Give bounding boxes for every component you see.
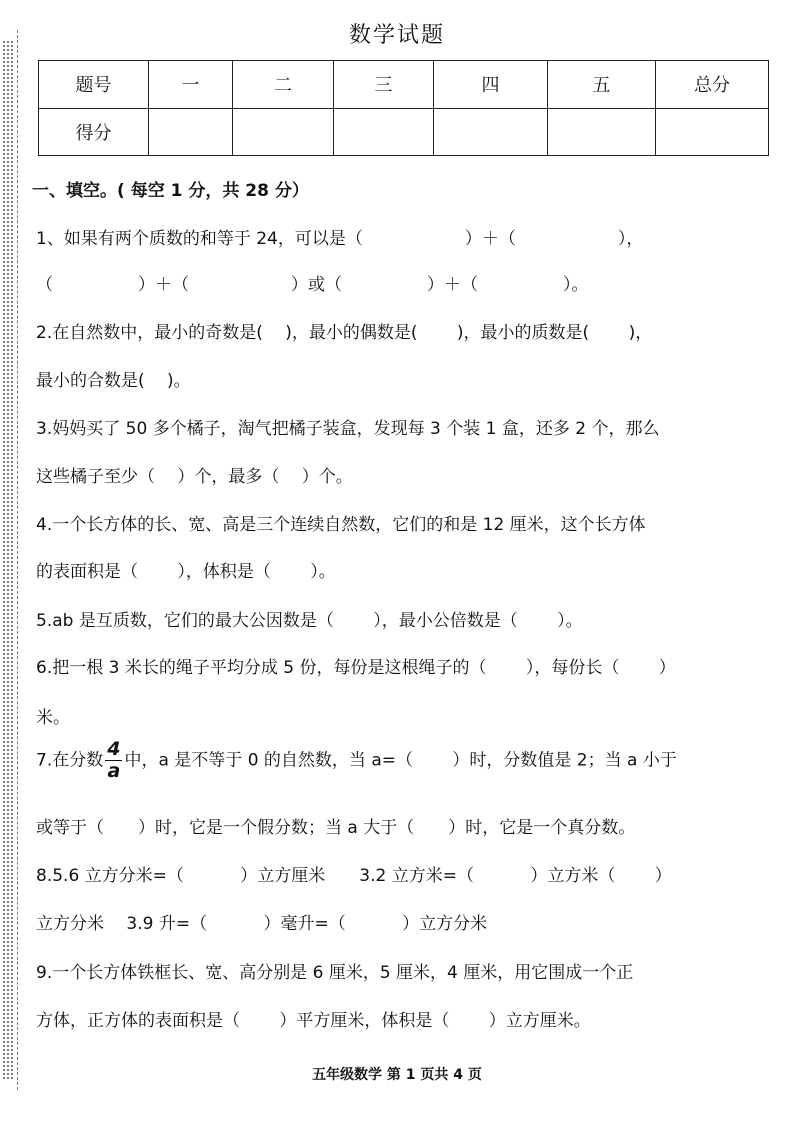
header-cell: 二 (233, 61, 334, 109)
question-line: 6.把一根 3 米长的绳子平均分成 5 份，每份是这根绳子的（ ），每份长（ ） (36, 658, 676, 678)
question-line: 方体，正方体的表面积是（ ）平方厘米，体积是（ ）立方厘米。 (36, 1011, 591, 1031)
header-cell: 一 (149, 61, 233, 109)
row-label: 得分 (39, 108, 149, 156)
score-table (38, 60, 769, 156)
question-line: （ ）＋（ ）或（ ）＋（ ）。 (36, 275, 589, 295)
header-cell: 三 (334, 61, 434, 109)
header-cell: 五 (548, 61, 656, 109)
question-line: 3.妈妈买了 50 多个橘子，淘气把橘子装盒，发现每 3 个装 1 盒，还多 2 个，那么 (36, 419, 660, 439)
question-line: 米。 (36, 708, 70, 728)
score-cell[interactable] (233, 108, 334, 156)
header-cell: 总分 (656, 61, 769, 109)
binding-dotted-margin (2, 40, 14, 1080)
fraction (105, 740, 122, 781)
page-title: 数学试题 (348, 23, 445, 48)
score-cell[interactable] (656, 108, 769, 156)
question-line: 2.在自然数中，最小的奇数是( )，最小的偶数是( )，最小的质数是( )， (36, 323, 653, 343)
score-table-header-row (39, 61, 769, 109)
binding-cut-line (17, 30, 18, 1090)
question-line: 立方分米 3.9 升=（ ）毫升=（ ）立方分米 (36, 914, 488, 934)
score-cell[interactable] (334, 108, 434, 156)
section-heading: 一、填空。( 每空 1 分，共 28 分） (32, 181, 309, 201)
question-line-fraction (36, 740, 776, 781)
fraction-numerator: 4 (107, 738, 121, 760)
question-line: 9.一个长方体铁框长、宽、高分别是 6 厘米，5 厘米，4 厘米，用它围成一个正 (36, 963, 634, 983)
question-line: 1、如果有两个质数的和等于 24，可以是（ ）＋（ ）， (36, 229, 644, 249)
question-line: 5.ab 是互质数，它们的最大公因数是（ ），最小公倍数是（ ）。 (36, 611, 583, 631)
question-line: 8.5.6 立方分米=（ ）立方厘米 3.2 立方米=（ ）立方米（ ） (36, 866, 672, 886)
question-line: 的表面积是（ ），体积是（ ）。 (36, 562, 336, 582)
score-cell[interactable] (548, 108, 656, 156)
score-cell[interactable] (434, 108, 548, 156)
question-line: 这些橘子至少（ ）个，最多（ ）个。 (36, 467, 353, 487)
fraction-denominator: a (107, 760, 121, 782)
question-line: 4.一个长方体的长、宽、高是三个连续自然数，它们的和是 12 厘米，这个长方体 (36, 515, 646, 535)
score-cell[interactable] (149, 108, 233, 156)
question-line: 或等于（ ）时，它是一个假分数；当 a 大于（ ）时，它是一个真分数。 (36, 818, 636, 838)
header-cell: 题号 (39, 61, 149, 109)
question-line: 最小的合数是( )。 (36, 371, 191, 391)
q7-text-after: 中，a 是不等于 0 的自然数，当 a=（ ）时，分数值是 2；当 a 小于 (124, 750, 677, 771)
score-table-score-row (39, 108, 769, 156)
header-cell: 四 (434, 61, 548, 109)
q7-text-before: 7.在分数 (36, 750, 104, 771)
page-footer: 五年级数学 第 1 页共 4 页 (312, 1067, 482, 1083)
